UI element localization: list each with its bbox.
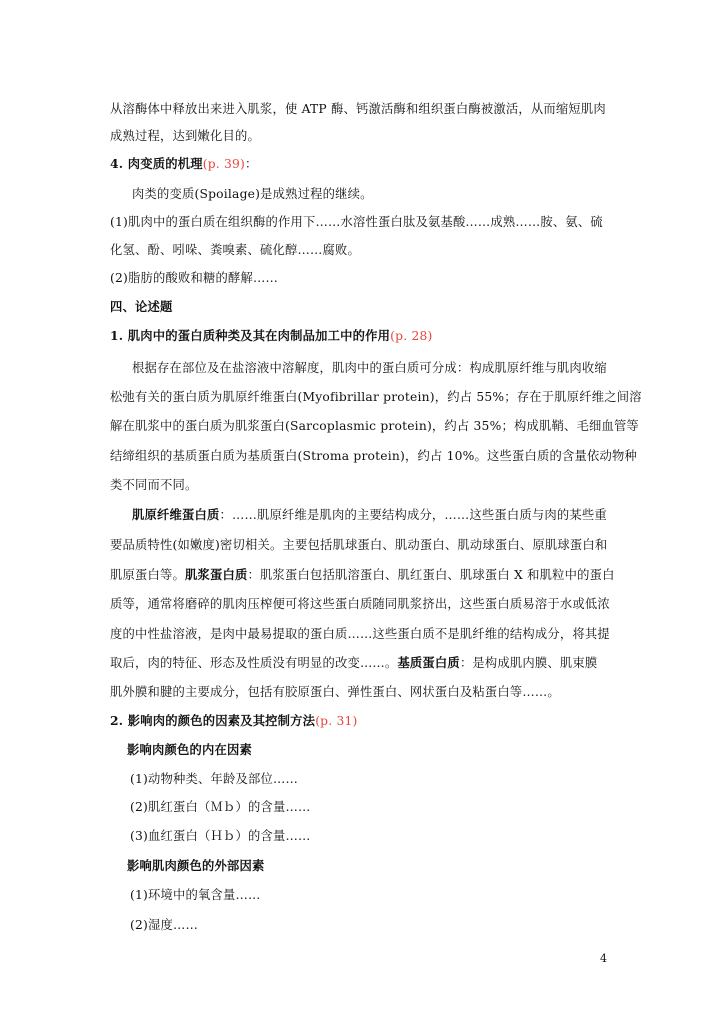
- page-number: 4: [600, 952, 607, 965]
- body-line: [110, 567, 615, 583]
- subheading-internal-factors: 影响肉颜色的内在因素: [127, 742, 252, 757]
- section-heading-4: [110, 156, 258, 172]
- body-line: [132, 507, 607, 523]
- body-line: 质等，通常将磨碎的肌肉压榨便可将这些蛋白质随同肌浆挤出，这些蛋白质易溶于水或低浓: [110, 597, 610, 611]
- line-text: ：肌浆蛋白包括肌溶蛋白、肌红蛋白、肌球蛋白 X 和肌粒中的蛋白: [247, 568, 615, 582]
- list-item: (2)肌红蛋白（Ｍｂ）的含量……: [130, 800, 311, 814]
- term-stroma: 基质蛋白质: [397, 655, 460, 670]
- line-text: ：……肌原纤维是肌肉的主要结构成分，……这些蛋白质与肉的某些重: [219, 508, 607, 522]
- body-line: (1)肌肉中的蛋白质在组织酶的作用下……水溶性蛋白肽及氨基酸……成熟……胺、氨、硫: [110, 215, 603, 229]
- list-item: (1)环境中的氧含量……: [130, 888, 261, 902]
- body-line: 化氢、酚、吲哚、粪嗅素、硫化醇……腐败。: [110, 243, 360, 257]
- body-line: 要品质特性(如嫩度)密切相关。主要包括肌球蛋白、肌动蛋白、肌动球蛋白、原肌球蛋白和: [110, 538, 608, 552]
- line-text: 取后，肉的特征、形态及性质没有明显的改变……。: [110, 656, 398, 670]
- body-line: 根据存在部位及在盐溶液中溶解度，肌肉中的蛋白质可分成：构成肌原纤维与肌肉收缩: [132, 361, 607, 375]
- line-text: 肌原蛋白等。: [110, 568, 185, 582]
- body-line: 松弛有关的蛋白质为肌原纤维蛋白(Myofibrillar protein)，约占 55%；存在于肌原纤维之间溶: [110, 390, 642, 404]
- page-reference: (p. 31): [315, 714, 358, 728]
- term-myofibrillar: 肌原纤维蛋白质: [132, 507, 220, 522]
- body-line: (2)脂肪的酸败和糖的酵解……: [110, 271, 278, 285]
- body-line: 肌外膜和腱的主要成分，包括有胶原蛋白、弹性蛋白、网状蛋白及粘蛋白等……。: [110, 685, 560, 699]
- heading-text: 2. 影响肉的颜色的因素及其控制方法: [110, 713, 316, 728]
- list-item: (3)血红蛋白（Ｈｂ）的含量……: [130, 829, 311, 843]
- heading-colon: ：: [245, 157, 258, 171]
- line-text: ：是构成肌内膜、肌束膜: [459, 656, 598, 670]
- term-sarcoplasmic: 肌浆蛋白质: [184, 567, 248, 582]
- list-item: (1)动物种类、年龄及部位……: [130, 772, 298, 786]
- body-line: [110, 655, 597, 671]
- question-heading-1: [110, 328, 433, 344]
- subheading-external-factors: 影响肌肉颜色的外部因素: [127, 858, 265, 873]
- body-line: 成熟过程，达到嫩化目的。: [110, 129, 260, 143]
- heading-text: 4. 肉变质的机理: [110, 156, 203, 171]
- list-item: (2)湿度……: [130, 918, 199, 932]
- body-line: 度的中性盐溶液，是肉中最易提取的蛋白质……这些蛋白质不是肌纤维的结构成分，将其提: [110, 627, 610, 641]
- heading-text: 1. 肌肉中的蛋白质种类及其在肉制品加工中的作用: [110, 328, 391, 343]
- body-line: 从溶酶体中释放出来进入肌浆，使 ATP 酶、钙激活酶和组织蛋白酶被激活，从而缩短肌肉: [110, 102, 606, 116]
- body-line: 肉类的变质(Spoilage)是成熟过程的继续。: [132, 187, 373, 201]
- question-heading-2: [110, 713, 358, 729]
- page-reference: (p. 39): [202, 157, 246, 171]
- section-heading-discussion: 四、论述题: [110, 299, 173, 314]
- page-reference: (p. 28): [390, 329, 433, 343]
- body-line: 类不同而不同。: [110, 478, 198, 492]
- body-line: 结缔组织的基质蛋白质为基质蛋白(Stroma protein)，约占 10%。这些蛋白质的含量依动物种: [110, 449, 638, 463]
- body-line: 解在肌浆中的蛋白质为肌浆蛋白(Sarcoplasmic protein)，约占 35%；构成肌鞘、毛细血管等: [110, 419, 639, 433]
